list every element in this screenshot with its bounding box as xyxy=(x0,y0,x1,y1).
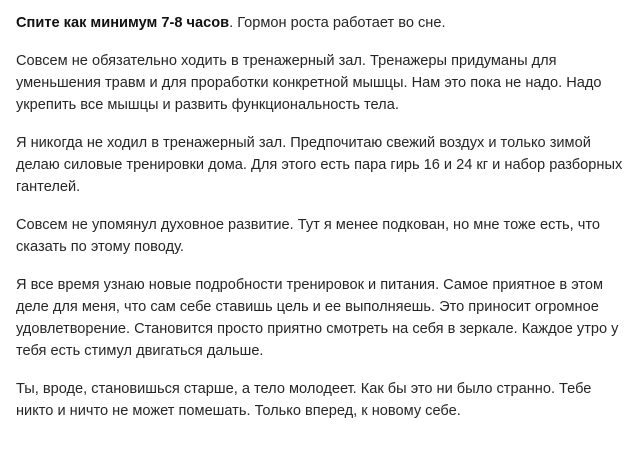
paragraph-home-training: Я никогда не ходил в тренажерный зал. Предпочитаю свежий воздух и только зимой делаю силовые тренировки дома. Для этого есть пара гирь 16 и 24 кг и набор разборных гантелей. xyxy=(16,135,623,195)
paragraph-sleep-text: . Гормон роста работает во сне. xyxy=(229,15,446,31)
paragraph-motivation: Я все время узнаю новые подробности тренировок и питания. Самое приятное в этом деле для меня, что сам себе ставишь цель и ее выполняешь. Это приносит огромное удовлетворение. Становится просто приятно смотреть на себя в зеркале. Каждое утро у тебя есть стимул двигаться дальше. xyxy=(16,277,619,359)
paragraph-conclusion: Ты, вроде, становишься старше, а тело молодеет. Как бы это ни было странно. Тебе никто и ничто не может помешать. Только вперед, к новому себе. xyxy=(16,381,592,419)
paragraph-spiritual: Совсем не упомянул духовное развитие. Тут я менее подкован, но мне тоже есть, что сказать по этому поводу. xyxy=(16,217,601,255)
article-body xyxy=(16,12,628,438)
paragraph-sleep xyxy=(16,12,628,34)
paragraph-sleep-heading: Спите как минимум 7-8 часов xyxy=(16,15,230,31)
paragraph-gym-optional: Совсем не обязательно ходить в тренажерный зал. Тренажеры придуманы для уменьшения травм и для проработки конкретной мышцы. Нам это пока не надо. Надо укрепить все мышцы и развить функциональность тела. xyxy=(16,53,602,113)
